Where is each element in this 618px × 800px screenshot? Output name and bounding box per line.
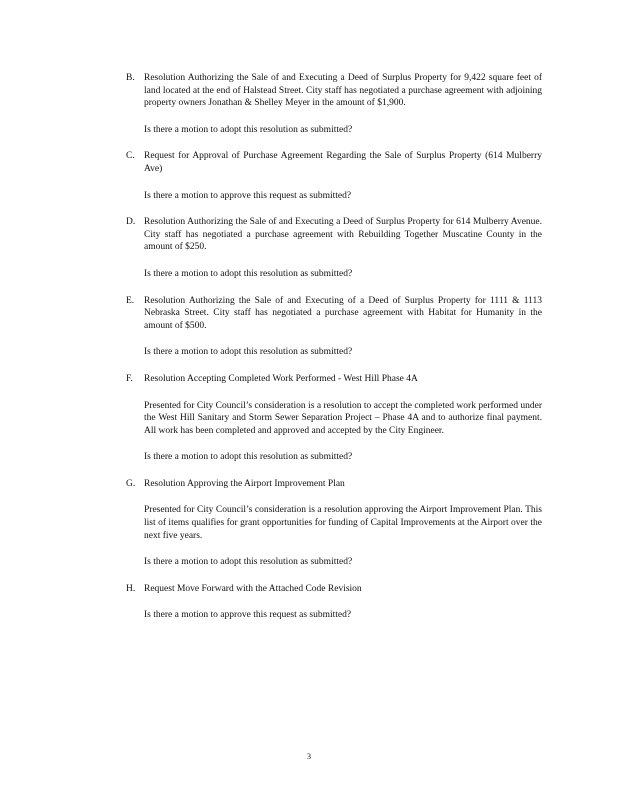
item-title: Resolution Authorizing the Sale of and Executing a Deed of Surplus Property for 9,422 square feet of land located at the end of Halstead Street. City staff has negotiated a purchase agreement with adjoining property owners Jonathan & Shelley Meyer in the amount of $1,900.: [144, 73, 542, 109]
item-letter: G.: [126, 478, 136, 489]
item-title: Request for Approval of Purchase Agreement Regarding the Sale of Surplus Property (614 Mulberry Ave): [144, 151, 542, 174]
item-letter: B.: [126, 73, 135, 83]
agenda-item-g: [126, 478, 542, 569]
item-title: Request Move Forward with the Attached Code Revision: [144, 583, 362, 594]
item-description: Presented for City Council’s consideration is a resolution approving the Airport Improvement Plan. This list of items qualifies for grant opportunities for funding of Capital Improvements at the Airport over the next five years.: [144, 505, 542, 541]
agenda-item-e: [126, 295, 542, 359]
agenda-item-h: [126, 583, 542, 622]
agenda-item-c: [126, 150, 542, 202]
motion-question: Is there a motion to adopt this resolution as submitted?: [144, 124, 353, 135]
motion-question: Is there a motion to approve this request as submitted?: [144, 190, 352, 201]
item-title: Resolution Authorizing the Sale of and Executing of a Deed of Surplus Property for 1111 & 1113 Nebraska Street. City staff has negotiated a purchase agreement with Habitat for Humanity in the amount of $500.: [144, 295, 542, 331]
agenda-item-b: [126, 72, 542, 136]
item-title: Resolution Approving the Airport Improvement Plan: [144, 478, 345, 489]
motion-question: Is there a motion to adopt this resolution as submitted?: [144, 452, 353, 463]
item-letter: F.: [126, 373, 133, 384]
motion-question: Is there a motion to adopt this resolution as submitted?: [144, 268, 353, 279]
agenda-item-f: [126, 373, 542, 464]
motion-question: Is there a motion to approve this request as submitted?: [144, 610, 352, 621]
item-letter: D.: [126, 217, 136, 228]
agenda-items: [126, 72, 542, 636]
item-title: Resolution Authorizing the Sale of and Executing a Deed of Surplus Property for 614 Mulberry Avenue. City staff has negotiated a purchase agreement with Rebuilding Together Muscatine County in the amount of $250.: [144, 217, 542, 253]
page-number: 3: [307, 752, 311, 761]
item-letter: H.: [126, 583, 136, 594]
item-title: Resolution Accepting Completed Work Performed - West Hill Phase 4A: [144, 373, 418, 384]
motion-question: Is there a motion to adopt this resolution as submitted?: [144, 347, 353, 358]
agenda-item-d: [126, 216, 542, 280]
item-description: Presented for City Council’s consideration is a resolution to accept the completed work performed under the West Hill Sanitary and Storm Sewer Separation Project – Phase 4A and to authorize final payment. All work has been completed and approved and accepted by the City Engineer.: [144, 400, 542, 436]
item-letter: E.: [126, 295, 135, 306]
item-letter: C.: [126, 151, 135, 162]
motion-question: Is there a motion to adopt this resolution as submitted?: [144, 557, 353, 568]
